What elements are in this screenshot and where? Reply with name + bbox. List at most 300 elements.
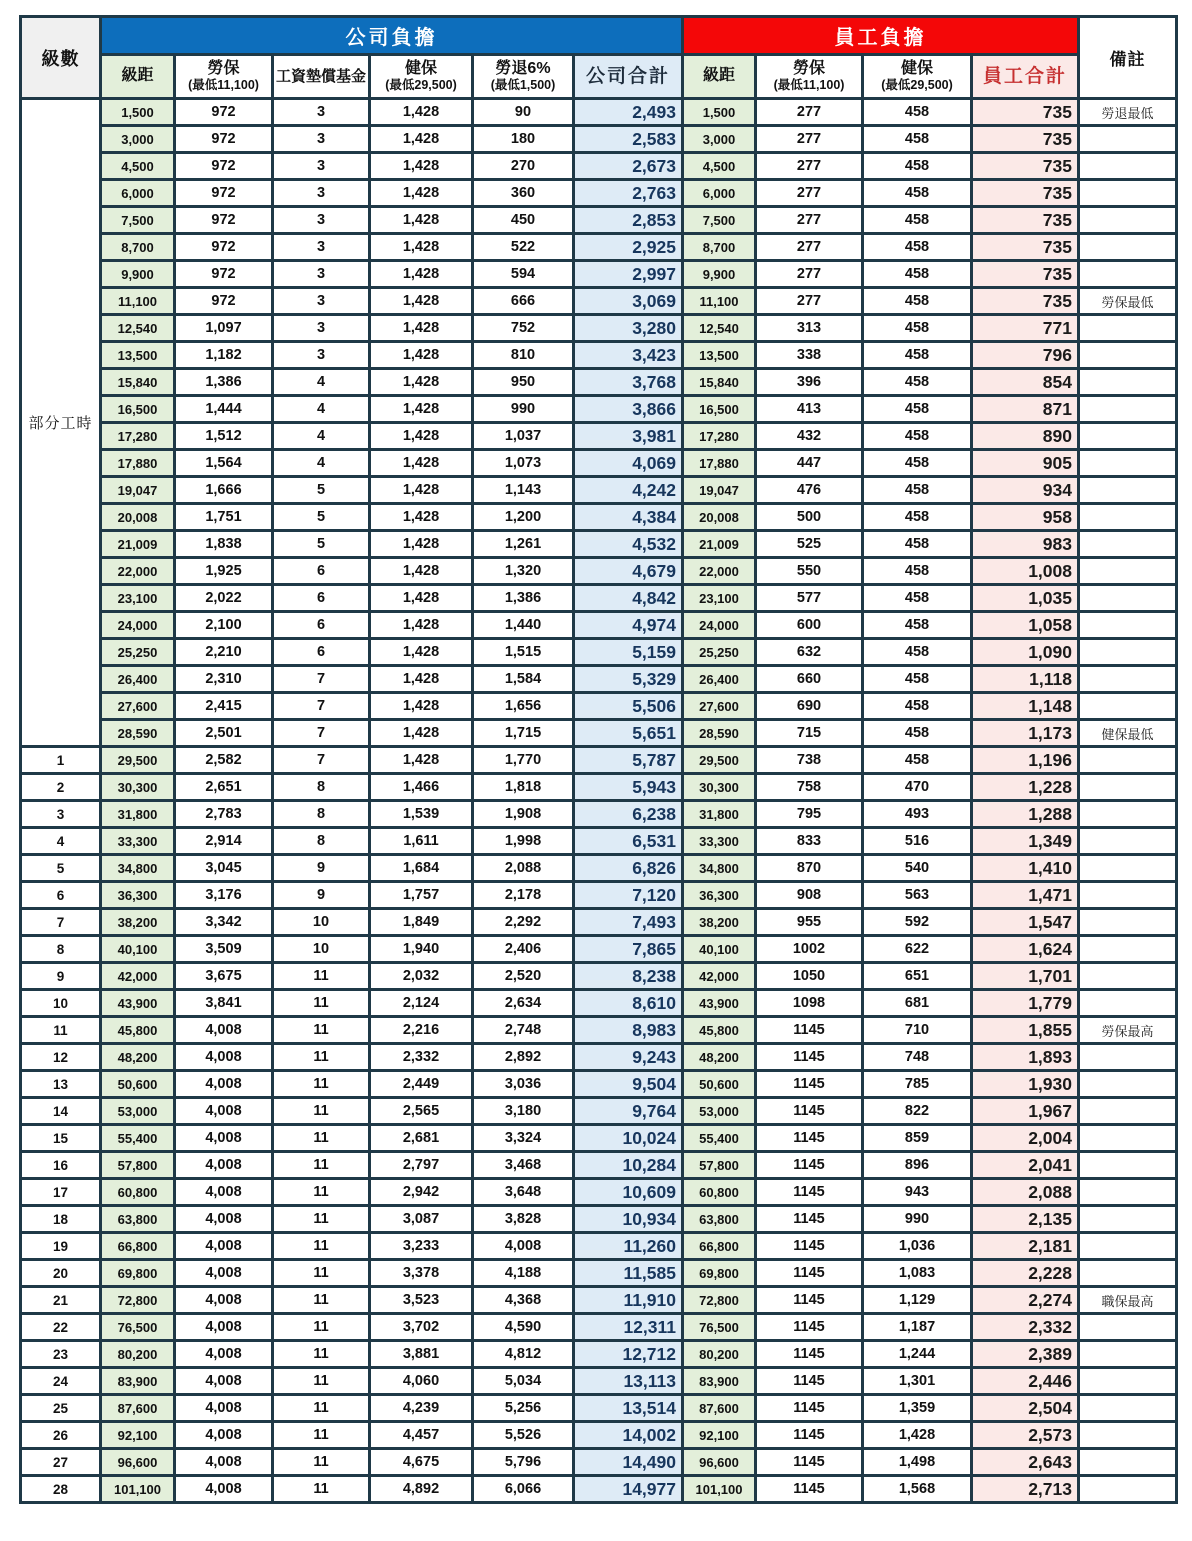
cell-bracket-employee: 15,840: [683, 369, 756, 396]
cell-bracket-company: 50,600: [101, 1071, 175, 1098]
cell-health-insurance-company: 1,428: [370, 504, 473, 531]
cell-employee-total: 905: [972, 450, 1079, 477]
cell-health-insurance-employee: 458: [863, 234, 972, 261]
cell-health-insurance-employee: 458: [863, 396, 972, 423]
cell-level-number: 9: [21, 963, 101, 990]
cell-bracket-company: 76,500: [101, 1314, 175, 1341]
cell-bracket-employee: 38,200: [683, 909, 756, 936]
cell-employee-total: 1,930: [972, 1071, 1079, 1098]
table-row: [21, 720, 1177, 747]
cell-labor-insurance-employee: 600: [756, 612, 863, 639]
col-header-pension: [473, 55, 574, 99]
col-header-health-insurance-employee: [863, 55, 972, 99]
cell-remark: [1079, 423, 1177, 450]
cell-labor-insurance-employee: 1145: [756, 1476, 863, 1503]
cell-health-insurance-company: 1,428: [370, 720, 473, 747]
cell-bracket-employee: 12,540: [683, 315, 756, 342]
cell-labor-insurance-company: 3,509: [175, 936, 273, 963]
cell-pension: 6,066: [473, 1476, 574, 1503]
table-row: [21, 504, 1177, 531]
cell-wage-fund: 11: [273, 1017, 370, 1044]
cell-labor-insurance-employee: 500: [756, 504, 863, 531]
col-header-minimum-note: (最低11,100): [773, 77, 845, 92]
cell-pension: 1,908: [473, 801, 574, 828]
cell-bracket-employee: 72,800: [683, 1287, 756, 1314]
cell-pension: 3,468: [473, 1152, 574, 1179]
cell-wage-fund: 6: [273, 558, 370, 585]
cell-labor-insurance-company: 2,415: [175, 693, 273, 720]
cell-level-number: 15: [21, 1125, 101, 1152]
cell-bracket-company: 72,800: [101, 1287, 175, 1314]
cell-company-total: 11,910: [574, 1287, 683, 1314]
cell-labor-insurance-employee: 1098: [756, 990, 863, 1017]
cell-bracket-company: 8,700: [101, 234, 175, 261]
cell-health-insurance-employee: 458: [863, 342, 972, 369]
cell-bracket-employee: 43,900: [683, 990, 756, 1017]
cell-remark: [1079, 774, 1177, 801]
table-row: [21, 234, 1177, 261]
table-row: [21, 1314, 1177, 1341]
cell-company-total: 5,651: [574, 720, 683, 747]
cell-pension: 1,320: [473, 558, 574, 585]
cell-remark: 健保最低: [1079, 720, 1177, 747]
cell-employee-total: 1,035: [972, 585, 1079, 612]
table-body: [21, 99, 1177, 1503]
cell-remark: [1079, 693, 1177, 720]
cell-company-total: 12,712: [574, 1341, 683, 1368]
table-row: [21, 315, 1177, 342]
cell-labor-insurance-employee: 1145: [756, 1044, 863, 1071]
cell-pension: 1,440: [473, 612, 574, 639]
cell-remark: [1079, 1260, 1177, 1287]
table-row: [21, 261, 1177, 288]
cell-labor-insurance-employee: 277: [756, 126, 863, 153]
cell-labor-insurance-company: 1,564: [175, 450, 273, 477]
cell-level-number: 24: [21, 1368, 101, 1395]
cell-pension: 1,818: [473, 774, 574, 801]
col-header-remarks: 備註: [1079, 17, 1177, 99]
cell-health-insurance-company: 3,702: [370, 1314, 473, 1341]
cell-bracket-company: 25,250: [101, 639, 175, 666]
table-row: [21, 963, 1177, 990]
cell-health-insurance-company: 1,428: [370, 531, 473, 558]
cell-bracket-company: 55,400: [101, 1125, 175, 1152]
cell-employee-total: 2,041: [972, 1152, 1079, 1179]
cell-company-total: 14,490: [574, 1449, 683, 1476]
cell-level-number: 11: [21, 1017, 101, 1044]
table-row: [21, 1368, 1177, 1395]
cell-employee-total: 871: [972, 396, 1079, 423]
cell-bracket-employee: 3,000: [683, 126, 756, 153]
cell-pension: 810: [473, 342, 574, 369]
cell-employee-total: 735: [972, 180, 1079, 207]
cell-wage-fund: 7: [273, 747, 370, 774]
cell-health-insurance-employee: 592: [863, 909, 972, 936]
cell-labor-insurance-company: 2,310: [175, 666, 273, 693]
cell-labor-insurance-company: 2,914: [175, 828, 273, 855]
cell-pension: 4,590: [473, 1314, 574, 1341]
cell-employee-total: 1,058: [972, 612, 1079, 639]
cell-labor-insurance-company: 972: [175, 99, 273, 126]
cell-health-insurance-employee: 651: [863, 963, 972, 990]
cell-labor-insurance-employee: 525: [756, 531, 863, 558]
cell-pension: 2,292: [473, 909, 574, 936]
cell-pension: 1,143: [473, 477, 574, 504]
cell-employee-total: 2,446: [972, 1368, 1079, 1395]
cell-employee-total: 1,228: [972, 774, 1079, 801]
cell-labor-insurance-company: 4,008: [175, 1152, 273, 1179]
cell-health-insurance-company: 1,940: [370, 936, 473, 963]
cell-health-insurance-company: 1,539: [370, 801, 473, 828]
cell-wage-fund: 3: [273, 99, 370, 126]
cell-bracket-company: 60,800: [101, 1179, 175, 1206]
cell-labor-insurance-company: 972: [175, 261, 273, 288]
cell-employee-total: 2,088: [972, 1179, 1079, 1206]
cell-bracket-company: 92,100: [101, 1422, 175, 1449]
cell-employee-total: 2,181: [972, 1233, 1079, 1260]
cell-company-total: 5,329: [574, 666, 683, 693]
cell-labor-insurance-company: 2,582: [175, 747, 273, 774]
table-row: [21, 180, 1177, 207]
cell-wage-fund: 11: [273, 1125, 370, 1152]
table-row: [21, 1260, 1177, 1287]
cell-health-insurance-company: 2,332: [370, 1044, 473, 1071]
cell-health-insurance-company: 2,942: [370, 1179, 473, 1206]
cell-company-total: 2,763: [574, 180, 683, 207]
cell-labor-insurance-employee: 1145: [756, 1449, 863, 1476]
cell-bracket-employee: 33,300: [683, 828, 756, 855]
cell-employee-total: 1,471: [972, 882, 1079, 909]
cell-pension: 450: [473, 207, 574, 234]
cell-labor-insurance-company: 972: [175, 153, 273, 180]
cell-remark: 勞保最高: [1079, 1017, 1177, 1044]
cell-remark: [1079, 1368, 1177, 1395]
cell-health-insurance-company: 2,449: [370, 1071, 473, 1098]
col-header-company-total: [574, 55, 683, 99]
cell-health-insurance-company: 1,611: [370, 828, 473, 855]
cell-wage-fund: 9: [273, 855, 370, 882]
cell-employee-total: 1,779: [972, 990, 1079, 1017]
cell-company-total: 11,260: [574, 1233, 683, 1260]
cell-employee-total: 934: [972, 477, 1079, 504]
table-row: [21, 1395, 1177, 1422]
cell-employee-total: 771: [972, 315, 1079, 342]
cell-labor-insurance-company: 4,008: [175, 1422, 273, 1449]
cell-remark: [1079, 666, 1177, 693]
cell-health-insurance-employee: 681: [863, 990, 972, 1017]
cell-bracket-employee: 26,400: [683, 666, 756, 693]
cell-company-total: 5,943: [574, 774, 683, 801]
cell-pension: 5,034: [473, 1368, 574, 1395]
cell-employee-total: 1,196: [972, 747, 1079, 774]
cell-pension: 3,828: [473, 1206, 574, 1233]
cell-labor-insurance-employee: 277: [756, 234, 863, 261]
cell-company-total: 4,069: [574, 450, 683, 477]
cell-company-total: 3,866: [574, 396, 683, 423]
cell-health-insurance-employee: 470: [863, 774, 972, 801]
cell-company-total: 9,504: [574, 1071, 683, 1098]
table-header: [21, 17, 1177, 99]
cell-health-insurance-employee: 458: [863, 693, 972, 720]
cell-labor-insurance-company: 972: [175, 126, 273, 153]
cell-employee-total: 983: [972, 531, 1079, 558]
cell-bracket-employee: 92,100: [683, 1422, 756, 1449]
cell-bracket-employee: 48,200: [683, 1044, 756, 1071]
table-row: [21, 936, 1177, 963]
cell-remark: [1079, 747, 1177, 774]
cell-wage-fund: 11: [273, 1260, 370, 1287]
cell-labor-insurance-employee: 447: [756, 450, 863, 477]
cell-bracket-company: 80,200: [101, 1341, 175, 1368]
cell-wage-fund: 11: [273, 1341, 370, 1368]
col-header-wage-fund: [273, 55, 370, 99]
cell-wage-fund: 3: [273, 315, 370, 342]
cell-labor-insurance-company: 2,501: [175, 720, 273, 747]
cell-pension: 270: [473, 153, 574, 180]
cell-remark: [1079, 342, 1177, 369]
cell-labor-insurance-company: 1,751: [175, 504, 273, 531]
cell-employee-total: 1,893: [972, 1044, 1079, 1071]
cell-pension: 1,656: [473, 693, 574, 720]
cell-pension: 4,812: [473, 1341, 574, 1368]
cell-health-insurance-employee: 458: [863, 612, 972, 639]
table-row: [21, 1341, 1177, 1368]
col-header-employee-total: [972, 55, 1079, 99]
cell-health-insurance-employee: 458: [863, 531, 972, 558]
cell-employee-total: 2,643: [972, 1449, 1079, 1476]
cell-remark: 勞保最低: [1079, 288, 1177, 315]
cell-remark: [1079, 585, 1177, 612]
table-row: [21, 693, 1177, 720]
cell-wage-fund: 3: [273, 207, 370, 234]
cell-level-number: 21: [21, 1287, 101, 1314]
cell-bracket-company: 34,800: [101, 855, 175, 882]
cell-company-total: 2,583: [574, 126, 683, 153]
cell-pension: 2,748: [473, 1017, 574, 1044]
cell-employee-total: 1,118: [972, 666, 1079, 693]
cell-labor-insurance-company: 4,008: [175, 1233, 273, 1260]
cell-labor-insurance-company: 4,008: [175, 1395, 273, 1422]
cell-health-insurance-company: 1,428: [370, 612, 473, 639]
cell-labor-insurance-employee: 1145: [756, 1098, 863, 1125]
cell-wage-fund: 11: [273, 1476, 370, 1503]
cell-labor-insurance-employee: 1050: [756, 963, 863, 990]
cell-level-number: 2: [21, 774, 101, 801]
cell-employee-total: 958: [972, 504, 1079, 531]
cell-wage-fund: 4: [273, 423, 370, 450]
cell-remark: [1079, 639, 1177, 666]
cell-remark: [1079, 1044, 1177, 1071]
cell-labor-insurance-company: 4,008: [175, 1260, 273, 1287]
cell-health-insurance-employee: 458: [863, 639, 972, 666]
cell-wage-fund: 11: [273, 1422, 370, 1449]
cell-bracket-company: 7,500: [101, 207, 175, 234]
cell-wage-fund: 4: [273, 450, 370, 477]
cell-bracket-company: 24,000: [101, 612, 175, 639]
cell-bracket-employee: 9,900: [683, 261, 756, 288]
cell-bracket-company: 27,600: [101, 693, 175, 720]
cell-pension: 4,188: [473, 1260, 574, 1287]
col-header-label: 健保: [404, 60, 437, 78]
cell-level-number: 22: [21, 1314, 101, 1341]
company-burden-band: 公司負擔: [101, 17, 683, 55]
cell-health-insurance-employee: 622: [863, 936, 972, 963]
cell-pension: 666: [473, 288, 574, 315]
cell-health-insurance-company: 4,675: [370, 1449, 473, 1476]
cell-labor-insurance-employee: 1145: [756, 1314, 863, 1341]
cell-health-insurance-employee: 458: [863, 720, 972, 747]
cell-remark: [1079, 1314, 1177, 1341]
cell-remark: [1079, 1125, 1177, 1152]
cell-pension: 1,200: [473, 504, 574, 531]
cell-labor-insurance-employee: 738: [756, 747, 863, 774]
cell-health-insurance-employee: 785: [863, 1071, 972, 1098]
cell-bracket-company: 6,000: [101, 180, 175, 207]
table-row: [21, 801, 1177, 828]
table-row: [21, 1017, 1177, 1044]
col-header-label: 勞保: [792, 60, 825, 78]
cell-level-number: 27: [21, 1449, 101, 1476]
cell-labor-insurance-company: 4,008: [175, 1071, 273, 1098]
cell-health-insurance-company: 2,565: [370, 1098, 473, 1125]
cell-remark: [1079, 531, 1177, 558]
table-row: [21, 1233, 1177, 1260]
cell-pension: 522: [473, 234, 574, 261]
cell-health-insurance-employee: 990: [863, 1206, 972, 1233]
cell-health-insurance-employee: 822: [863, 1098, 972, 1125]
cell-bracket-employee: 4,500: [683, 153, 756, 180]
cell-bracket-employee: 42,000: [683, 963, 756, 990]
cell-health-insurance-employee: 1,498: [863, 1449, 972, 1476]
cell-bracket-employee: 40,100: [683, 936, 756, 963]
cell-labor-insurance-employee: 1145: [756, 1125, 863, 1152]
cell-labor-insurance-employee: 1145: [756, 1152, 863, 1179]
cell-labor-insurance-employee: 690: [756, 693, 863, 720]
cell-labor-insurance-employee: 1145: [756, 1422, 863, 1449]
cell-health-insurance-company: 3,087: [370, 1206, 473, 1233]
table-row: [21, 666, 1177, 693]
insurance-premium-sheet: [19, 15, 1178, 1504]
cell-labor-insurance-employee: 758: [756, 774, 863, 801]
cell-health-insurance-employee: 458: [863, 585, 972, 612]
row-group-label-part-time: 部分工時: [21, 99, 101, 747]
cell-bracket-employee: 96,600: [683, 1449, 756, 1476]
cell-labor-insurance-company: 3,045: [175, 855, 273, 882]
cell-pension: 2,520: [473, 963, 574, 990]
cell-health-insurance-company: 1,428: [370, 99, 473, 126]
cell-level-number: 28: [21, 1476, 101, 1503]
cell-labor-insurance-company: 4,008: [175, 1341, 273, 1368]
cell-bracket-company: 33,300: [101, 828, 175, 855]
cell-company-total: 5,787: [574, 747, 683, 774]
cell-wage-fund: 11: [273, 1395, 370, 1422]
cell-bracket-employee: 45,800: [683, 1017, 756, 1044]
cell-pension: 3,036: [473, 1071, 574, 1098]
cell-health-insurance-company: 1,428: [370, 342, 473, 369]
cell-company-total: 3,280: [574, 315, 683, 342]
table-row: [21, 774, 1177, 801]
cell-bracket-employee: 6,000: [683, 180, 756, 207]
cell-bracket-employee: 31,800: [683, 801, 756, 828]
cell-wage-fund: 3: [273, 342, 370, 369]
cell-labor-insurance-employee: 1145: [756, 1206, 863, 1233]
cell-company-total: 5,506: [574, 693, 683, 720]
cell-pension: 4,008: [473, 1233, 574, 1260]
cell-remark: [1079, 990, 1177, 1017]
cell-health-insurance-company: 1,428: [370, 450, 473, 477]
cell-company-total: 5,159: [574, 639, 683, 666]
col-header-label: 健保: [900, 60, 933, 78]
cell-wage-fund: 11: [273, 963, 370, 990]
cell-bracket-company: 3,000: [101, 126, 175, 153]
cell-remark: [1079, 612, 1177, 639]
table-row: [21, 153, 1177, 180]
cell-employee-total: 2,713: [972, 1476, 1079, 1503]
cell-health-insurance-employee: 458: [863, 747, 972, 774]
cell-remark: 職保最高: [1079, 1287, 1177, 1314]
col-header-labor-insurance-employee: [756, 55, 863, 99]
cell-labor-insurance-company: 3,675: [175, 963, 273, 990]
cell-employee-total: 1,624: [972, 936, 1079, 963]
cell-bracket-company: 17,880: [101, 450, 175, 477]
cell-wage-fund: 11: [273, 1071, 370, 1098]
cell-bracket-employee: 34,800: [683, 855, 756, 882]
table-row: [21, 1422, 1177, 1449]
cell-bracket-employee: 83,900: [683, 1368, 756, 1395]
cell-company-total: 10,934: [574, 1206, 683, 1233]
cell-labor-insurance-company: 1,925: [175, 558, 273, 585]
cell-employee-total: 735: [972, 288, 1079, 315]
cell-labor-insurance-company: 2,022: [175, 585, 273, 612]
cell-health-insurance-employee: 563: [863, 882, 972, 909]
cell-employee-total: 2,332: [972, 1314, 1079, 1341]
table-row: [21, 1206, 1177, 1233]
table-row: [21, 1125, 1177, 1152]
cell-company-total: 10,284: [574, 1152, 683, 1179]
cell-bracket-company: 40,100: [101, 936, 175, 963]
cell-health-insurance-company: 1,428: [370, 666, 473, 693]
col-header-health-insurance-company: [370, 55, 473, 99]
table-row: [21, 207, 1177, 234]
table-row: [21, 585, 1177, 612]
cell-labor-insurance-company: 3,841: [175, 990, 273, 1017]
cell-bracket-employee: 20,008: [683, 504, 756, 531]
col-header-labor-insurance-company: [175, 55, 273, 99]
cell-wage-fund: 5: [273, 477, 370, 504]
cell-wage-fund: 11: [273, 1368, 370, 1395]
cell-bracket-company: 45,800: [101, 1017, 175, 1044]
cell-labor-insurance-company: 1,182: [175, 342, 273, 369]
cell-labor-insurance-company: 2,210: [175, 639, 273, 666]
cell-wage-fund: 11: [273, 1152, 370, 1179]
cell-company-total: 4,679: [574, 558, 683, 585]
cell-labor-insurance-company: 2,100: [175, 612, 273, 639]
cell-bracket-company: 69,800: [101, 1260, 175, 1287]
cell-pension: 90: [473, 99, 574, 126]
cell-bracket-employee: 13,500: [683, 342, 756, 369]
cell-employee-total: 735: [972, 234, 1079, 261]
cell-health-insurance-employee: 516: [863, 828, 972, 855]
cell-wage-fund: 6: [273, 612, 370, 639]
cell-level-number: 1: [21, 747, 101, 774]
cell-pension: 1,515: [473, 639, 574, 666]
cell-bracket-employee: 23,100: [683, 585, 756, 612]
cell-pension: 4,368: [473, 1287, 574, 1314]
cell-bracket-company: 101,100: [101, 1476, 175, 1503]
cell-remark: [1079, 828, 1177, 855]
cell-labor-insurance-employee: 1145: [756, 1395, 863, 1422]
cell-bracket-employee: 29,500: [683, 747, 756, 774]
